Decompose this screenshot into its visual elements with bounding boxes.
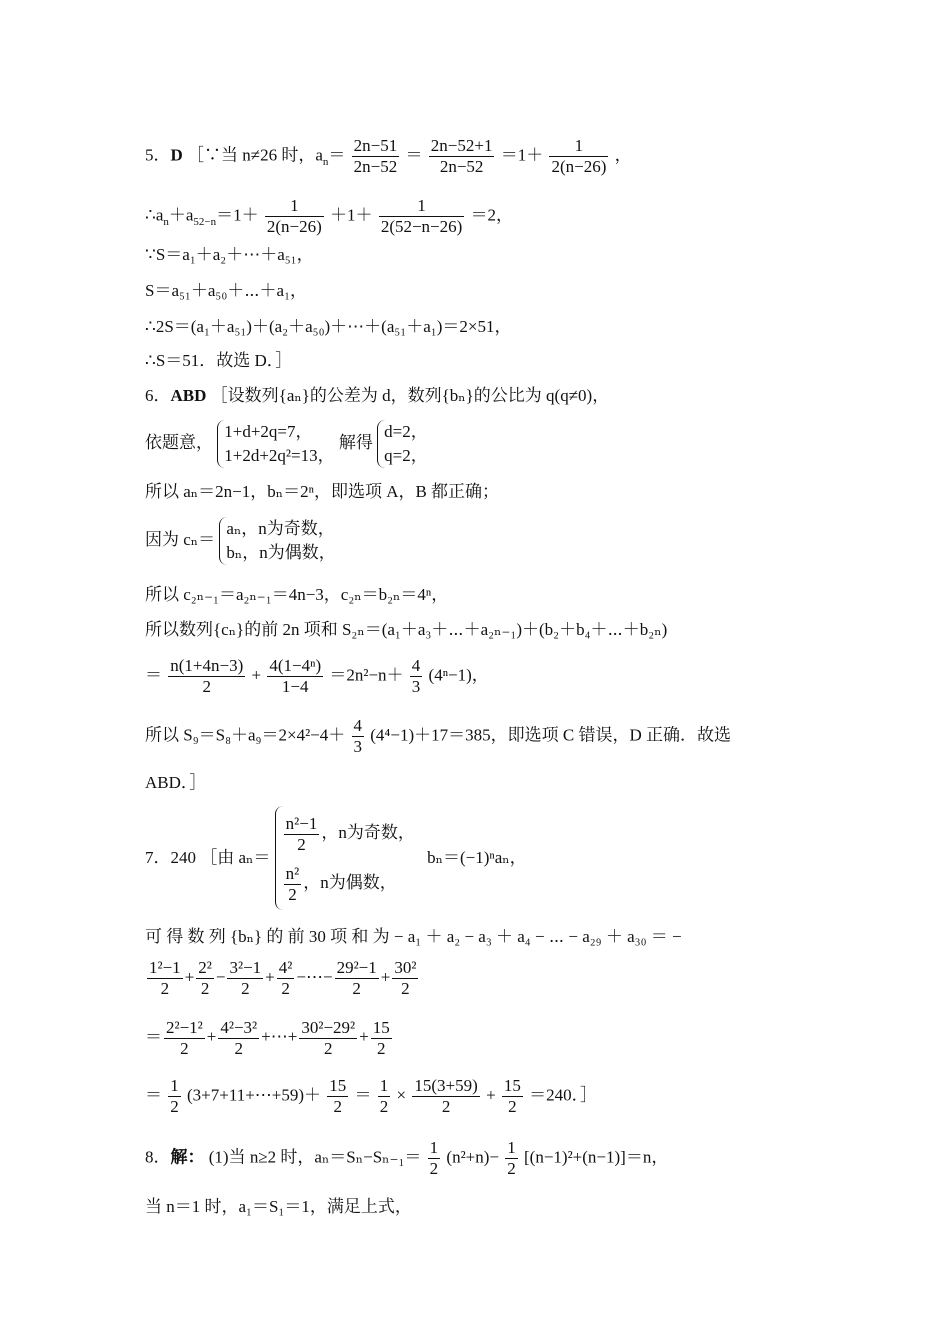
q7-line-5: ＝ $\frac{1}{2}$ (3+7+11+⋯+59)＋ $\frac{15}{2}$ ＝ $\frac{1}{2}$ × $\frac{15(3+59)}{2}$ + $\frac{15}{2}$ ＝240．］ [145,1076,598,1116]
fraction: $\frac{2n-51}{2n-52}$ [353,136,398,176]
q5-line-3: ∵S＝a₁＋a₂＋⋯＋a₅₁， [145,245,314,264]
q8-line-2: 当 n＝1 时，a₁＝S₁＝1，满足上式， [145,1197,412,1216]
fraction: $\frac{4}{3}$ [411,656,421,696]
fraction: $\frac{n(1+4n-3)}{2}$ [170,656,244,696]
operator: + [380,967,391,987]
q8-line-1: 8．解： (1)当 n≥2 时，aₙ＝Sₙ−Sₙ₋₁＝ $\frac{1}{2}$ (n²+n)− $\frac{1}{2}$ [(n−1)²+(n−1)]＝n， [145,1138,669,1178]
equation-system: 1+d+2q=7， 1+2d+2q²=13， [217,420,334,468]
q5-line-1: 5．D ［∵当 n≠26 时，$a_n=$ $\frac{2n-51}{2n-52}$ ＝ $\frac{2n-52+1}{2n-52}$ ＝1＋ $\frac{1}{2(n-26)}$ ， [145,136,632,176]
fraction: $\frac{\text{4²−3²}}{2}$ [220,1018,258,1058]
fraction: $\frac{\text{n²}}{2}$ [285,863,300,904]
equation-system: d=2， q=2， [377,420,428,468]
fraction: $\frac{4}{3}$ [353,716,363,756]
q6-line-4: 因为 cₙ＝ aₙ，n为奇数， bₙ，n为偶数， [145,517,336,565]
fraction: $\frac{1}{2}$ [379,1076,389,1116]
fraction: $\frac{1}{2(n-26)}$ [551,136,607,176]
q7-line-1: 7．240 ［由 aₙ＝ $\frac{\text{n²−1}}{2}$ ，n为奇数， $\frac{\text{n²}}{2}$ ，n为偶数， bₙ＝(−1)ⁿaₙ， [145,806,527,910]
q7-line-3 [145,958,420,999]
operator: − [215,967,226,987]
fraction: $\frac{1}{2}$ [507,1138,516,1178]
fraction: $\frac{\text{30²}}{2}$ [394,958,417,998]
fraction: $\frac{\text{30²−29²}}{2}$ [301,1018,356,1058]
q6-line-3: 所以 aₙ＝2n−1，bₙ＝2ⁿ，即选项 A，B 都正确； [145,482,500,501]
operator: + [184,967,195,987]
q6-line-5: 所以 c₂ₙ₋₁＝a₂ₙ₋₁＝4n−3，c₂ₙ＝b₂ₙ＝4ⁿ， [145,585,449,604]
fraction: $\frac{\text{4²}}{2}$ [278,958,293,998]
q7-line-4: ＝ $\frac{\text{2²−1²}}{2}$ + $\frac{\text{4²−3²}}{2}$ +⋯+ $\frac{\text{30²−29²}}{2}$ + $\frac{15}{2}$ [145,1018,390,1058]
fraction: $\frac{1}{2}$ [170,1076,179,1116]
fraction: $\frac{2n-52+1}{2n-52}$ [430,136,493,176]
operator: −⋯− [296,967,333,987]
q6-line-8: 所以 S₉＝S₈＋a₉＝2×4²−4＋ $\frac{4}{3}$ (4⁴−1)＋17＝385，即选项 C 错误，D 正确．故选 [145,716,731,756]
fraction: $\frac{\text{n²−1}}{2}$ [285,813,318,854]
piecewise-definition: $\frac{\text{n²−1}}{2}$ ，n为奇数， $\frac{\text{n²}}{2}$ ，n为偶数， [275,806,415,910]
fraction: $\frac{\text{29²−1}}{2}$ [336,958,377,998]
fraction: $\frac{15}{2}$ [329,1076,347,1116]
operator: + [265,967,275,987]
piecewise-definition: aₙ，n为奇数， bₙ，n为偶数， [219,517,335,565]
fraction: $\frac{15(3+59)}{2}$ [414,1076,478,1116]
fraction: $\frac{1}{2(n-26)}$ [266,196,322,236]
q6-line-7: ＝ $\frac{n(1+4n-3)}{2}$ + $\frac{\text{4(1−4ⁿ)}}{1-4}$ ＝2n²−n＋ $\frac{4}{3}$ (4ⁿ−1)， [145,656,489,696]
operator: + [359,1027,369,1047]
q6-line-9: ABD．］ [145,773,207,792]
q5-line-4: S＝a₅₁＋a₅₀＋⋯＋a₁， [145,281,308,300]
fraction: $\frac{1}{2}$ [429,1138,439,1178]
fraction: $\frac{\text{1²−1}}{2}$ [149,958,181,998]
fraction: $\frac{15}{2}$ [503,1076,521,1116]
operator: + [206,1027,217,1047]
q6-line-1: 6．ABD ［设数列{aₙ}的公差为 d，数列{bₙ}的公比为 q(q≠0)， [145,386,610,405]
q5-line-2: $\therefore a_n+a_{52-n}=1+$ $\frac{1}{2(n-26)}$ ＋1＋ $\frac{1}{2(52-n-26)}$ ＝2， [145,196,514,236]
operator: +⋯+ [261,1027,298,1047]
fraction: $\frac{1}{2(52-n-26)}$ [380,196,463,236]
q6-line-2: 依题意， 1+d+2q=7， 1+2d+2q²=13， 解得 d=2， q=2， [145,420,428,468]
fraction: $\frac{\text{2²−1²}}{2}$ [166,1018,203,1058]
q5-line-5: ∴2S＝(a₁＋a₅₁)＋(a₂＋a₅₀)＋⋯＋(a₅₁＋a₁)＝2×51， [145,317,512,336]
fraction: $\frac{\text{2²}}{2}$ [198,958,212,998]
fraction: $\frac{15}{2}$ [372,1018,390,1058]
q6-line-6: 所以数列{cₙ}的前 2n 项和 S₂ₙ＝(a₁＋a₃＋⋯＋a₂ₙ₋₁)＋(b₂＋b₄＋⋯＋b₂ₙ) [145,620,668,639]
q5-line-6: ∴S＝51．故选 D．］ [145,351,293,370]
fraction: $\frac{\text{3²−1}}{2}$ [229,958,262,998]
q7-line-2: 可 得 数 列 {bₙ} 的 前 30 项 和 为 − a₁ ＋ a₂ − a₃ ＋ a₄ − ⋯ − a₂₉ ＋ a₃₀ ＝ − [145,927,682,946]
fraction: $\frac{\text{4(1−4ⁿ)}}{1-4}$ [269,656,322,696]
